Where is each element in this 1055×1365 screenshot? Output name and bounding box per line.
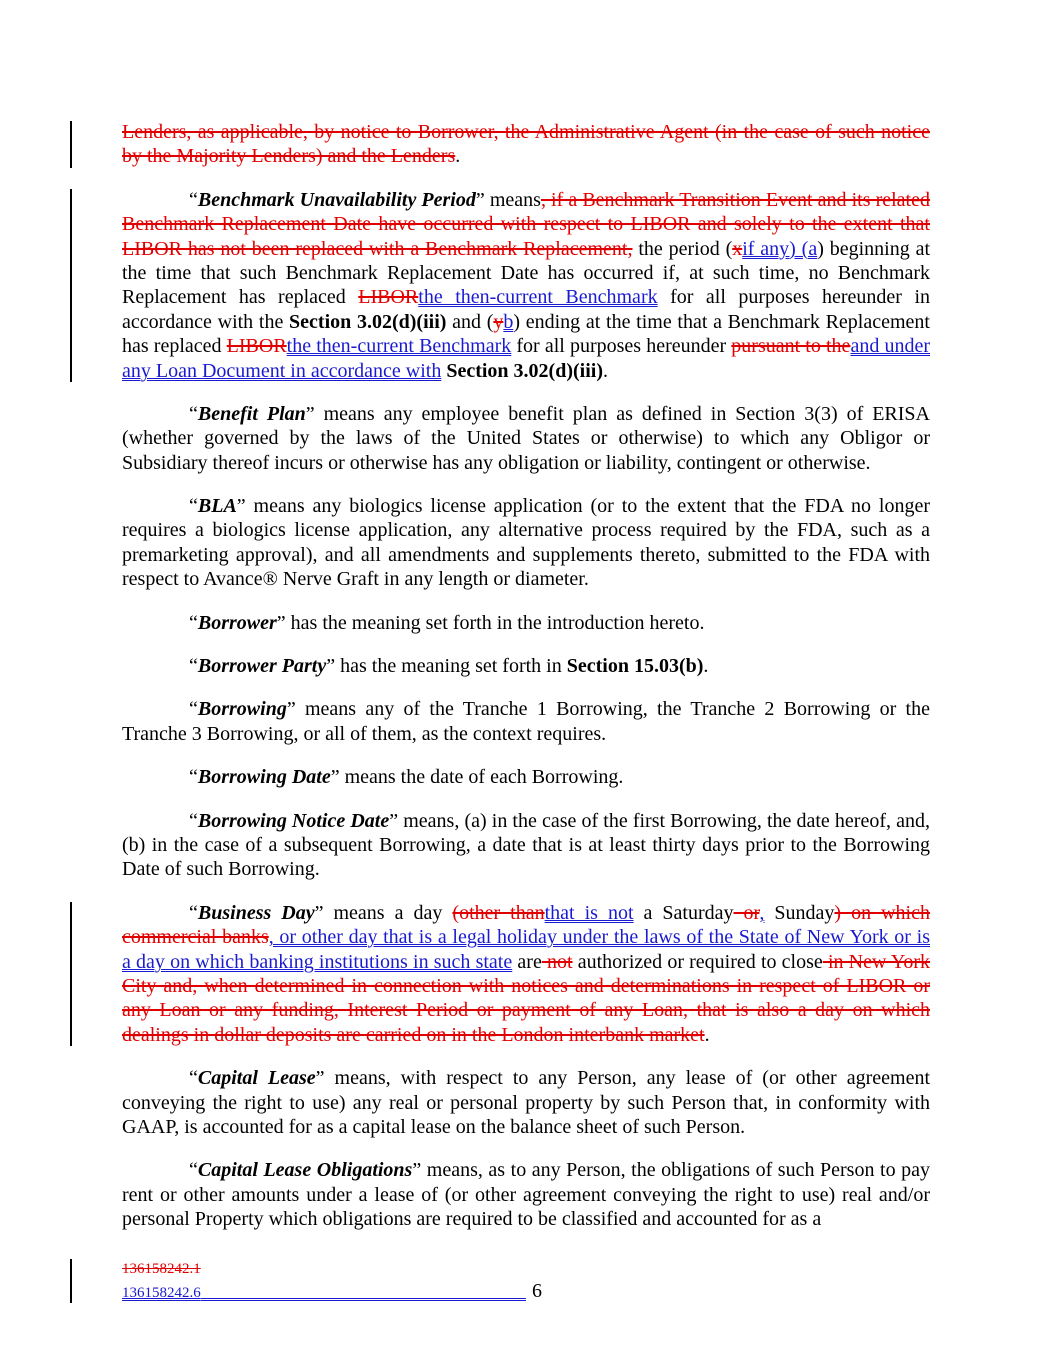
text-run: “ xyxy=(189,1067,198,1090)
inserted-text: b xyxy=(503,310,514,333)
text-run: for all purposes hereunder xyxy=(511,335,732,358)
tab-leader-line xyxy=(201,1294,526,1301)
text-run: “ xyxy=(189,611,198,634)
inserted-text: the then-current Benchmark xyxy=(418,286,658,309)
definition-capital-lease xyxy=(122,1066,930,1139)
text-run: . xyxy=(602,359,608,382)
text-run: ” means any employee benefit plan as defined in Section 3(3) of ERISA (whether governed by the laws of the United States or otherwise) to which any Obligor or Subsidiary thereof incurs or otherwise has any obligation or liability, contingent or otherwise. xyxy=(122,402,931,474)
text-run: ” means, with respect to any Person, any lease of (or other agreement conveying the right to use) any real or personal property by such Person that, in conformity with GAAP, is accounted for as a capital lease on the balance sheet of such Person. xyxy=(122,1067,930,1138)
text-run: “ xyxy=(189,698,198,721)
text-run: . xyxy=(455,145,461,168)
text-run: “ xyxy=(189,495,198,518)
deleted-text: (other than xyxy=(452,901,545,924)
text-run: the period ( xyxy=(632,237,733,260)
text-run: ” means xyxy=(475,188,541,211)
doc-id-deleted: 136158242.1 xyxy=(122,1261,201,1277)
deleted-text: or xyxy=(733,901,760,924)
text-run: for all purposes hereunder in accordance with the xyxy=(122,286,931,333)
defined-term: Capital Lease Obligations xyxy=(197,1159,413,1182)
definition-capital-lease-obligations xyxy=(122,1158,930,1231)
deleted-text: not xyxy=(541,950,573,973)
text-run: and ( xyxy=(446,310,494,333)
defined-term: Benchmark Unavailability Period xyxy=(197,188,476,211)
text-run: authorized or required to close xyxy=(572,950,823,973)
document-body xyxy=(122,120,930,1250)
definition-benchmark-unavailability-period xyxy=(122,188,930,383)
deleted-text: in New York City and, when determined in connection with notices and determinations in respect of LIBOR or any Loan or any funding, Interest Period or payment of any Loan, that is also a day on which dealings in dollar deposits are carried on in the London interbank market xyxy=(122,950,930,1046)
definition-borrowing xyxy=(122,697,930,746)
paragraph-lenders-continuation xyxy=(122,120,930,169)
text-run: . xyxy=(703,655,709,678)
defined-term: Borrower xyxy=(197,611,277,634)
inserted-text: if any) (a xyxy=(742,237,818,260)
text-run: “ xyxy=(189,901,198,924)
definition-bla xyxy=(122,494,930,592)
text-run: Section 15.03(b) xyxy=(566,655,704,678)
text-run: “ xyxy=(189,655,198,678)
definition-borrower-party xyxy=(122,654,930,678)
text-run: ” has the meaning set forth in xyxy=(326,655,567,678)
deleted-text: LIBOR xyxy=(226,335,287,358)
text-run: are xyxy=(512,950,542,973)
text-run: a Saturday xyxy=(633,901,734,924)
definition-benefit-plan xyxy=(122,402,930,475)
defined-term: Benefit Plan xyxy=(197,402,306,425)
text-run: ” has the meaning set forth in the introduction hereto. xyxy=(276,611,705,634)
text-run: “ xyxy=(189,402,198,425)
inserted-text: , or other day that is a legal holiday under the laws of the State of New York or is a day on which banking institutions in such state xyxy=(122,926,930,973)
footer-row xyxy=(122,1280,542,1304)
inserted-text: that is not xyxy=(544,901,634,924)
defined-term: BLA xyxy=(197,495,237,518)
page-footer xyxy=(122,1258,542,1304)
text-run: ) beginning at the time that such Benchmark Replacement Date has occurred if, at such time, no Benchmark Replacement has replaced xyxy=(122,237,931,309)
inserted-text: and under any Loan Document in accordance with xyxy=(122,335,930,382)
definition-borrowing-date xyxy=(122,765,930,789)
inserted-text: , xyxy=(759,901,765,924)
deleted-text: LIBOR xyxy=(358,286,419,309)
text-run: “ xyxy=(189,1159,198,1182)
page-number: 6 xyxy=(532,1280,542,1302)
text-run: . xyxy=(704,1023,710,1046)
text-run: ” means the date of each Borrowing. xyxy=(330,766,624,789)
text-run: ” means any biologics license application (or to the extent that the FDA no longer requires a biologics license application, any alternative process required by the FDA, such as a premarketing approval), and all amendments and supplements thereto, submitted to the FDA with respect to Avance® Nerve Graft in any length or diameter. xyxy=(122,495,930,591)
deleted-text: , if a Benchmark Transition Event and its related Benchmark Replacement Date have occurred with respect to LIBOR and solely to the extent that LIBOR has not been replaced with a Benchmark Replacement, xyxy=(122,188,930,260)
deleted-text: x xyxy=(732,237,743,260)
defined-term: Business Day xyxy=(197,901,315,924)
defined-term: Borrowing xyxy=(197,698,287,721)
definition-business-day xyxy=(122,901,930,1047)
text-run: ” means, (a) in the case of the first Borrowing, the date hereof, and, (b) in the case of a subsequent Borrowing, a date that is at least thirty days prior to the Borrowing Date of such Borrowing. xyxy=(122,809,930,881)
defined-term: Capital Lease xyxy=(197,1067,316,1090)
text-run: ) ending at the time that a Benchmark Replacement has replaced xyxy=(122,310,930,358)
deleted-text: y xyxy=(493,310,504,333)
deleted-text: pursuant to the xyxy=(731,335,851,358)
text-run: “ xyxy=(189,809,198,832)
text-run: ” means a day xyxy=(314,901,453,924)
text-run: ” means, as to any Person, the obligations of such Person to pay rent or other amounts under a lease of (or other agreement conveying the right to use) real and/or personal Property which obligations are required to be classified and accounted for as a xyxy=(122,1159,930,1231)
definition-borrowing-notice-date xyxy=(122,809,930,882)
defined-term: Borrowing Date xyxy=(197,766,331,789)
text-run: “ xyxy=(189,188,198,211)
text-run: Section 3.02(d)(iii) xyxy=(289,310,447,333)
deleted-text: ) on which commercial banks xyxy=(122,901,930,949)
inserted-text: the then-current Benchmark xyxy=(286,335,512,358)
text-run: Sunday xyxy=(764,901,835,924)
definition-borrower xyxy=(122,611,930,635)
defined-term: Borrowing Notice Date xyxy=(197,809,390,832)
text-run: ” means any of the Tranche 1 Borrowing, the Tranche 2 Borrowing or the Tranche 3 Borrowing, or all of them, as the context requires. xyxy=(122,698,930,745)
text-run: “ xyxy=(189,766,198,789)
defined-term: Borrower Party xyxy=(197,655,327,678)
doc-id-inserted: 136158242.6 xyxy=(122,1285,201,1301)
deleted-text: Lenders, as applicable, by notice to Borrower, the Administrative Agent (in the case of such notice by the Majority Lenders) and the Lenders xyxy=(122,121,930,168)
text-run: Section 3.02(d)(iii) xyxy=(446,359,603,382)
